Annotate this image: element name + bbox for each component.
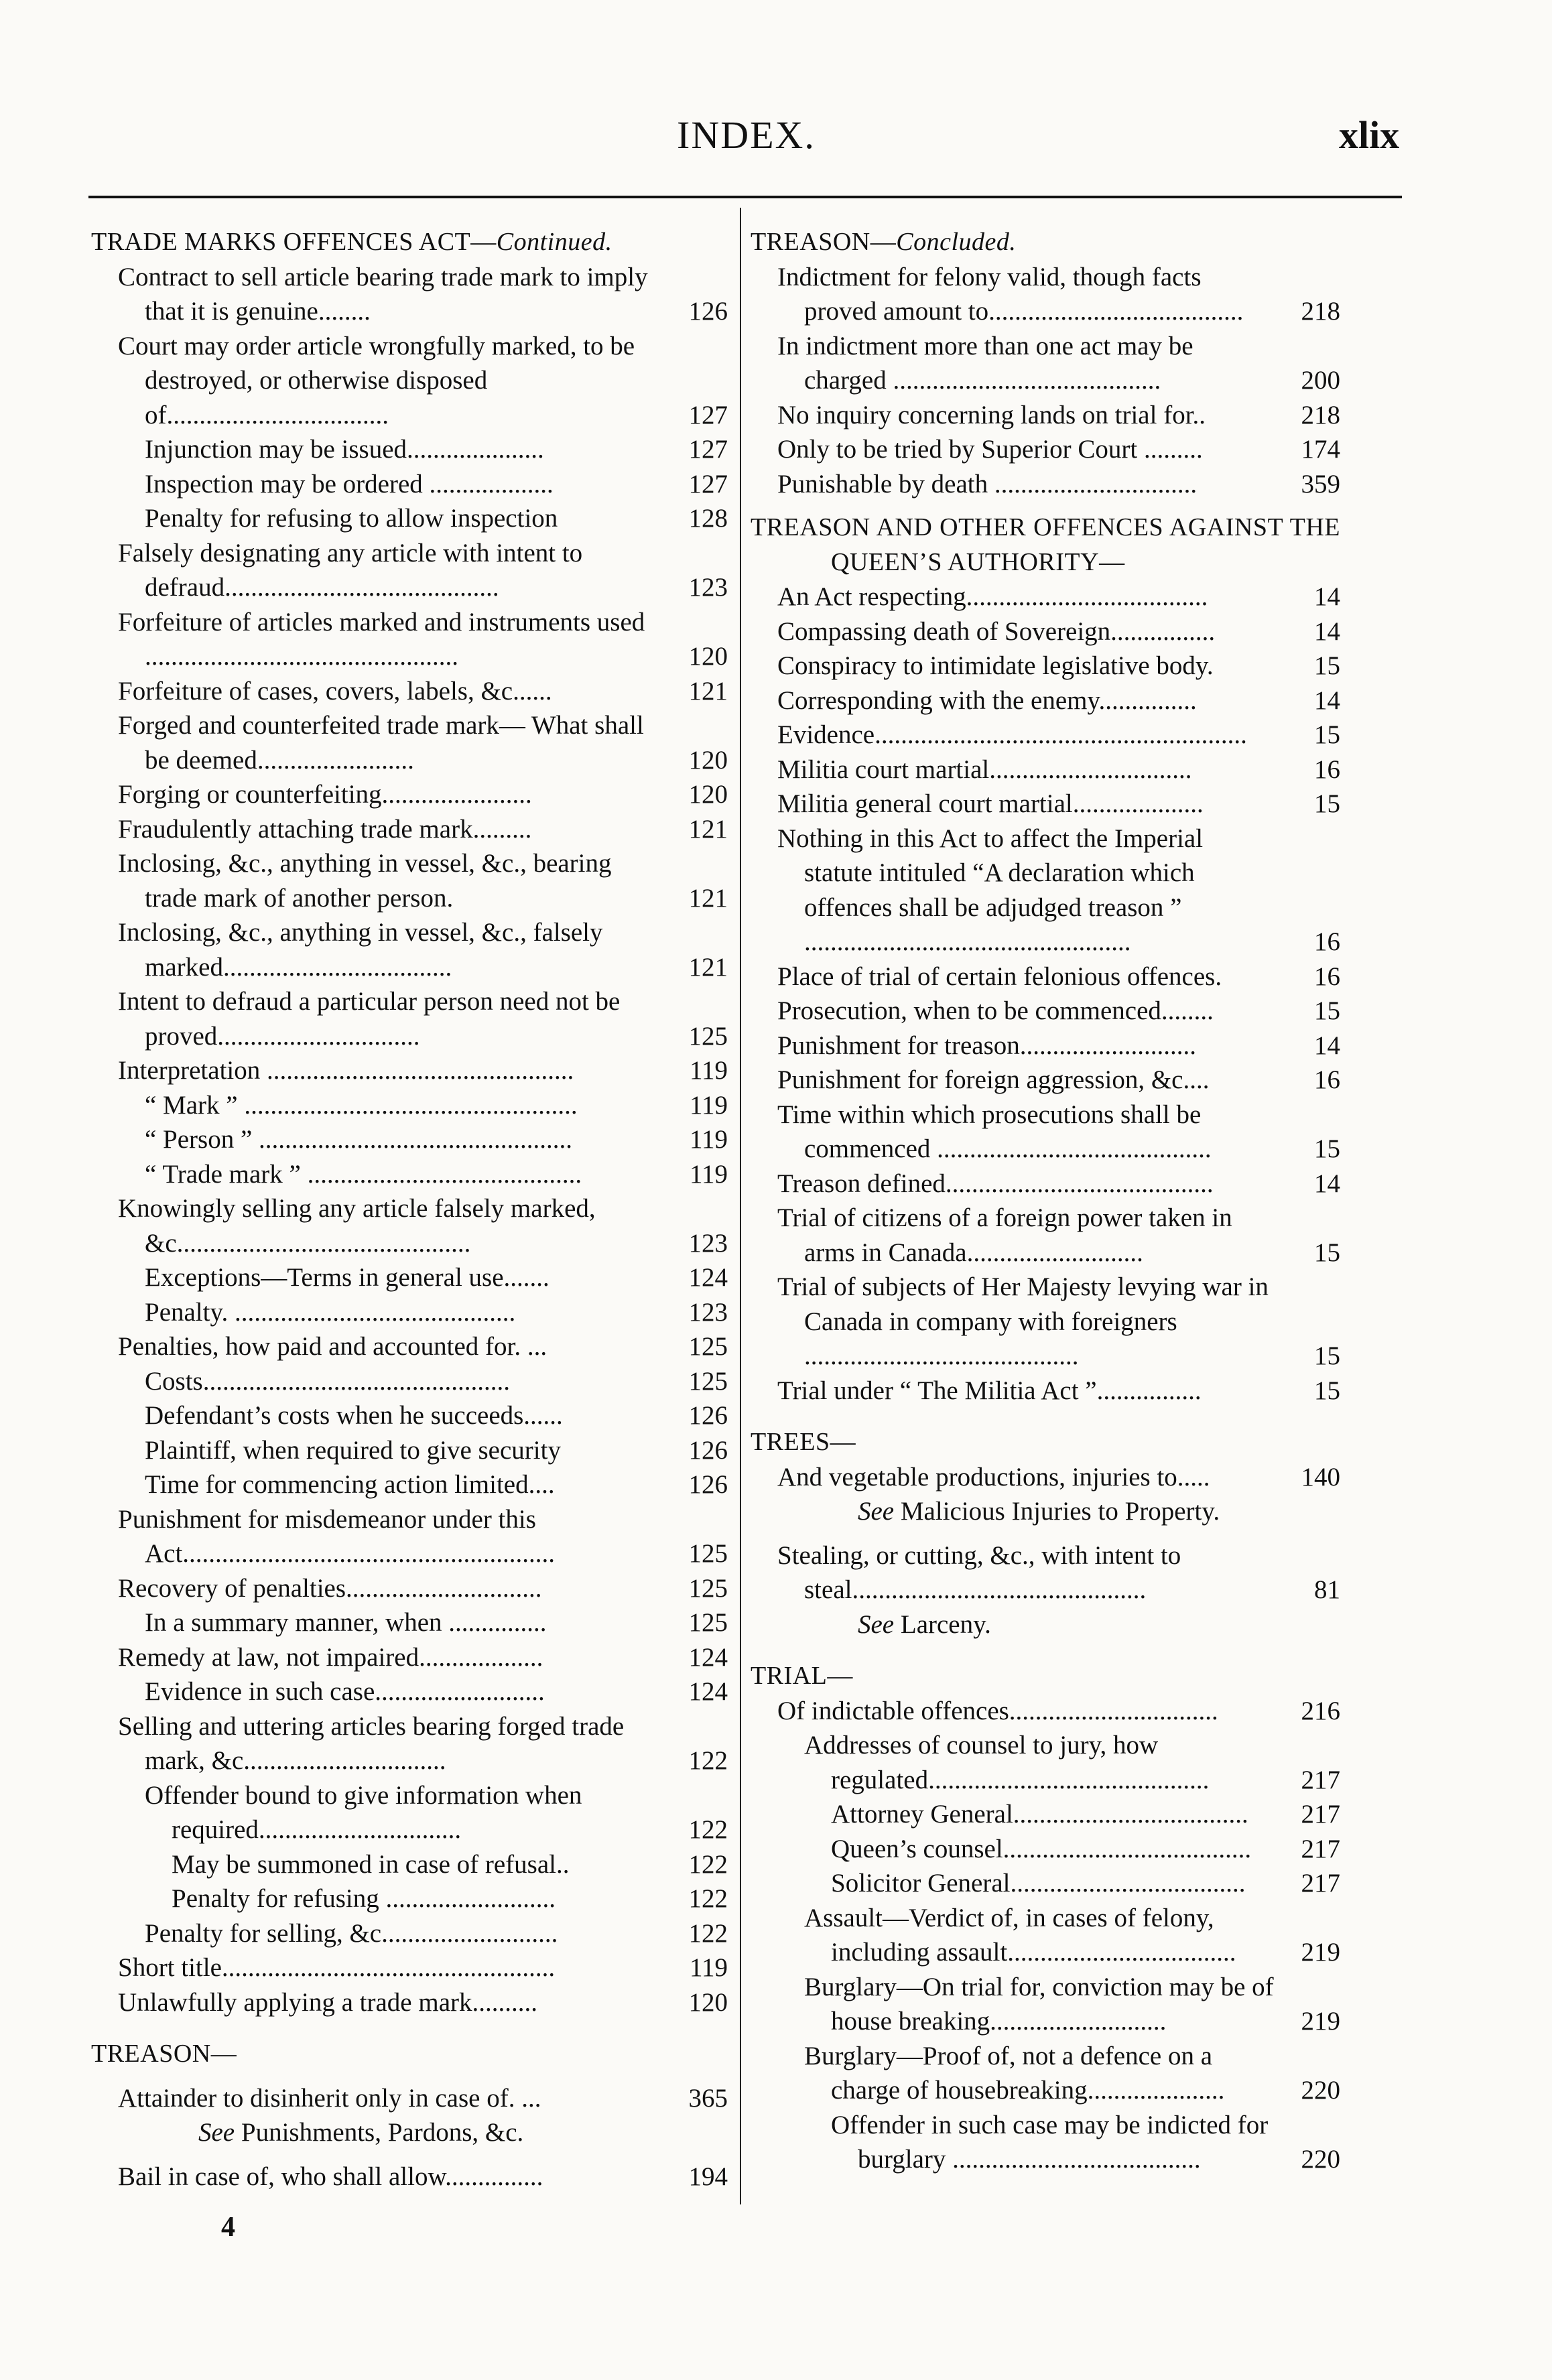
entry-text: Exceptions—Terms in general use....... bbox=[145, 1263, 549, 1292]
entry-text: Evidence......................................................... bbox=[777, 720, 1247, 749]
index-entry bbox=[751, 398, 1340, 433]
page-ref: 125 bbox=[688, 1573, 728, 1603]
page-ref: 120 bbox=[688, 642, 728, 671]
index-entry bbox=[751, 1098, 1340, 1167]
page-header bbox=[0, 113, 1552, 166]
entry-text: Knowingly selling any article falsely marked, &c............................................. bbox=[118, 1194, 596, 1258]
entry-text: “ Trade mark ” .......................................... bbox=[145, 1159, 582, 1189]
index-entry bbox=[91, 1329, 728, 1364]
page-ref: 126 bbox=[688, 1470, 728, 1499]
entry-text: Prosecution, when to be commenced........ bbox=[777, 996, 1214, 1025]
entry-text: Costs............................................... bbox=[145, 1366, 510, 1396]
page-ref: 217 bbox=[1301, 1869, 1340, 1898]
page-ref: 127 bbox=[688, 435, 728, 464]
index-entry bbox=[91, 1674, 728, 1709]
page-ref: 119 bbox=[689, 1090, 728, 1120]
entry-text: Offender in such case may be indicted for burglary ...................................... bbox=[831, 2110, 1269, 2174]
entry-text: Recovery of penalties.............................. bbox=[118, 1573, 542, 1603]
index-entry bbox=[91, 1053, 728, 1088]
trial-entries bbox=[751, 1694, 1340, 2177]
index-entry bbox=[91, 1951, 728, 1985]
index-entry bbox=[751, 752, 1340, 787]
entry-text: An Act respecting..................................... bbox=[777, 582, 1208, 611]
index-entry bbox=[91, 329, 728, 433]
index-entry bbox=[91, 1433, 728, 1468]
page-ref: 365 bbox=[688, 2083, 728, 2113]
entry-text: Indictment for felony valid, though facts proved amount to....................................... bbox=[777, 262, 1244, 326]
page-ref: 125 bbox=[688, 1021, 728, 1051]
index-entry: Attainder to disinherit only in case of. ... 365 bbox=[91, 2081, 728, 2116]
entry-text: Punishment for foreign aggression, &c.... bbox=[777, 1065, 1210, 1094]
index-entry bbox=[751, 1201, 1340, 1270]
index-entry bbox=[91, 260, 728, 329]
page-ref: 127 bbox=[688, 400, 728, 429]
entry-text: Treason defined......................................... bbox=[777, 1169, 1214, 1198]
entry-text: Fraudulently attaching trade mark......... bbox=[118, 814, 532, 844]
page-ref: 119 bbox=[689, 1125, 728, 1154]
index-entry bbox=[751, 821, 1340, 960]
page-ref: 124 bbox=[688, 1642, 728, 1672]
entry-text: Militia court martial............................... bbox=[777, 754, 1192, 784]
page-ref: 119 bbox=[689, 1056, 728, 1085]
page-ref: 119 bbox=[689, 1159, 728, 1189]
page-ref: 123 bbox=[688, 1228, 728, 1258]
index-entry bbox=[91, 501, 728, 536]
entry-text: Defendant’s costs when he succeeds...... bbox=[145, 1401, 563, 1430]
page-ref: 125 bbox=[688, 1366, 728, 1396]
index-entry bbox=[751, 649, 1340, 683]
page-ref: 15 bbox=[1314, 1341, 1340, 1370]
entry-text: Interpretation ............................................... bbox=[118, 1056, 574, 1085]
index-entry bbox=[91, 467, 728, 502]
entry-text: Trial of citizens of a foreign power taken in arms in Canada........................... bbox=[777, 1203, 1232, 1267]
column-divider bbox=[740, 208, 741, 2204]
entry-text: No inquiry concerning lands on trial for.. bbox=[777, 400, 1206, 429]
page-ref: 15 bbox=[1314, 996, 1340, 1025]
page-ref: 217 bbox=[1301, 1800, 1340, 1829]
index-entry bbox=[91, 1157, 728, 1192]
entry-text: Punishment for treason........................... bbox=[777, 1031, 1197, 1060]
page-ref: 14 bbox=[1314, 685, 1340, 715]
entry-text: May be summoned in case of refusal.. bbox=[172, 1849, 570, 1879]
entry-text: Contract to sell article bearing trade mark to imply that it is genuine........ bbox=[118, 262, 648, 326]
entry-text: In indictment more than one act may be charged ......................................... bbox=[777, 331, 1193, 395]
index-entry bbox=[91, 1260, 728, 1295]
entry-text: Queen’s counsel...................................... bbox=[831, 1834, 1252, 1863]
index-entry bbox=[751, 1797, 1340, 1832]
index-entry bbox=[91, 984, 728, 1053]
index-entry bbox=[91, 1295, 728, 1330]
right-column bbox=[751, 225, 1340, 2177]
page-ref: 16 bbox=[1314, 962, 1340, 991]
entry-text: Remedy at law, not impaired................... bbox=[118, 1642, 543, 1672]
index-entry bbox=[91, 1916, 728, 1951]
entry-text: Unlawfully applying a trade mark.......... bbox=[118, 1987, 537, 2017]
page-ref: 218 bbox=[1301, 400, 1340, 429]
entry-text: Addresses of counsel to jury, how regulated........................................... bbox=[804, 1731, 1210, 1794]
index-entry: And vegetable productions, injuries to..... 140 bbox=[751, 1460, 1340, 1495]
index-entry bbox=[751, 432, 1340, 467]
page-ref: 216 bbox=[1301, 1696, 1340, 1725]
page-ref: 16 bbox=[1314, 927, 1340, 956]
page-ref: 125 bbox=[688, 1332, 728, 1361]
page-ref: 14 bbox=[1314, 582, 1340, 611]
page-ref: 120 bbox=[688, 780, 728, 809]
entry-text: Time for commencing action limited.... bbox=[145, 1470, 555, 1499]
page-ref: 174 bbox=[1301, 435, 1340, 464]
entry-text: Inclosing, &c., anything in vessel, &c., bearing trade mark of another person. bbox=[118, 849, 612, 913]
entry-text: Plaintiff, when required to give security bbox=[145, 1435, 561, 1465]
entry-text: Forged and counterfeited trade mark— What shall be deemed........................ bbox=[118, 711, 644, 775]
entry-text: “ Person ” ................................................ bbox=[145, 1125, 573, 1154]
index-entry: Stealing, or cutting, &c., with intent to steal............................................. 81 bbox=[751, 1538, 1340, 1607]
index-entry bbox=[751, 787, 1340, 821]
index-entry bbox=[91, 812, 728, 847]
section-heading-trees: TREES— bbox=[751, 1428, 856, 1456]
page-ref: 200 bbox=[1301, 366, 1340, 395]
cross-reference: See Larceny. bbox=[858, 1609, 991, 1639]
entry-text: Short title................................................... bbox=[118, 1953, 556, 1982]
page-ref: 125 bbox=[688, 1539, 728, 1568]
page-ref: 359 bbox=[1301, 469, 1340, 499]
page-ref: 15 bbox=[1314, 1376, 1340, 1405]
entry-text: Militia general court martial.................... bbox=[777, 789, 1204, 818]
page-ref: 220 bbox=[1301, 2076, 1340, 2105]
page-ref: 140 bbox=[1301, 1462, 1340, 1492]
page-ref: 124 bbox=[688, 1263, 728, 1292]
page-ref: 120 bbox=[688, 745, 728, 775]
section-heading-treason-concluded: TREASON—Concluded. bbox=[751, 228, 1017, 256]
page-ref: 15 bbox=[1314, 720, 1340, 749]
index-entry bbox=[751, 1694, 1340, 1729]
page-ref: 194 bbox=[688, 2162, 728, 2191]
entry-text: Falsely designating any article with intent to defraud.......................................... bbox=[118, 538, 583, 602]
page-ref: 16 bbox=[1314, 754, 1340, 784]
index-entry bbox=[751, 994, 1340, 1029]
index-entry bbox=[91, 432, 728, 467]
index-entry bbox=[91, 777, 728, 812]
page-ref: 15 bbox=[1314, 1134, 1340, 1163]
entry-text: Selling and uttering articles bearing forged trade mark, &c............................... bbox=[118, 1711, 625, 1775]
index-entry bbox=[751, 467, 1340, 502]
index-entry bbox=[91, 915, 728, 984]
entry-text: Forging or counterfeiting....................... bbox=[118, 780, 532, 809]
index-entry bbox=[751, 1063, 1340, 1098]
entry-text: Forfeiture of articles marked and instruments used ................................................ bbox=[118, 607, 645, 671]
entry-text: Time within which prosecutions shall be commenced .......................................... bbox=[777, 1100, 1212, 1163]
entry-text: Penalty for refusing to allow inspection bbox=[145, 504, 558, 533]
index-entry bbox=[91, 1088, 728, 1123]
entry-text: Solicitor General.................................... bbox=[831, 1869, 1246, 1898]
index-entry bbox=[751, 1167, 1340, 1201]
page-ref: 220 bbox=[1301, 2145, 1340, 2174]
index-entry bbox=[751, 580, 1340, 614]
cross-reference: See Malicious Injuries to Property. bbox=[858, 1497, 1220, 1526]
page-ref: 219 bbox=[1301, 1938, 1340, 1967]
index-entry bbox=[751, 960, 1340, 994]
page-ref: 121 bbox=[688, 883, 728, 913]
page-ref: 119 bbox=[689, 1953, 728, 1982]
entry-text: Injunction may be issued..................... bbox=[145, 435, 544, 464]
signature-mark: 4 bbox=[221, 2212, 235, 2243]
entry-text: Penalties, how paid and accounted for. ... bbox=[118, 1332, 547, 1361]
index-entry bbox=[91, 1571, 728, 1606]
entry-text: Trial of subjects of Her Majesty levying war in Canada in company with foreigners .......................................... bbox=[777, 1272, 1269, 1370]
page-ref: 122 bbox=[688, 1746, 728, 1775]
index-entry bbox=[91, 846, 728, 915]
entry-text: Inclosing, &c., anything in vessel, &c., falsely marked................................... bbox=[118, 918, 603, 982]
page-ref: 219 bbox=[1301, 2007, 1340, 2036]
index-entry bbox=[751, 718, 1340, 752]
page-title: INDEX. bbox=[677, 113, 816, 157]
page-ref: 128 bbox=[688, 504, 728, 533]
index-entry: Bail in case of, who shall allow............... 194 bbox=[91, 2160, 728, 2194]
treason-entries bbox=[751, 260, 1340, 502]
page-ref: 122 bbox=[688, 1918, 728, 1948]
index-entry bbox=[91, 1985, 728, 2020]
entry-text: Place of trial of certain felonious offences. bbox=[777, 962, 1222, 991]
entry-text: In a summary manner, when ............... bbox=[145, 1608, 547, 1637]
page-ref: 14 bbox=[1314, 616, 1340, 646]
index-entry bbox=[91, 708, 728, 777]
index-entry bbox=[91, 1364, 728, 1399]
treason-other-entries bbox=[751, 580, 1340, 1408]
page-ref: 126 bbox=[688, 1435, 728, 1465]
index-entry bbox=[751, 1970, 1340, 2039]
page-ref: 122 bbox=[688, 1849, 728, 1879]
page-ref: 127 bbox=[688, 469, 728, 499]
index-entry bbox=[91, 1467, 728, 1502]
page-ref: 121 bbox=[688, 952, 728, 982]
entry-text: Corresponding with the enemy............... bbox=[777, 685, 1197, 715]
page-ref: 81 bbox=[1314, 1575, 1340, 1604]
index-entry bbox=[751, 683, 1340, 718]
page-ref: 123 bbox=[688, 1297, 728, 1327]
page-ref: 14 bbox=[1314, 1169, 1340, 1198]
section-heading-trade-marks: TRADE MARKS OFFENCES ACT—Continued. bbox=[91, 228, 612, 256]
index-entry bbox=[91, 536, 728, 605]
entry-text: Burglary—On trial for, conviction may be of house breaking........................... bbox=[804, 1972, 1274, 2036]
page-ref: 121 bbox=[688, 676, 728, 706]
page-ref: 122 bbox=[688, 1884, 728, 1913]
index-entry bbox=[91, 1709, 728, 1778]
page-ref: 16 bbox=[1314, 1065, 1340, 1094]
index-entry bbox=[91, 1778, 728, 1847]
index-entry bbox=[91, 1640, 728, 1675]
index-entry bbox=[91, 1122, 728, 1157]
index-entry bbox=[91, 1398, 728, 1433]
entry-text: Penalty. ........................................... bbox=[145, 1297, 516, 1327]
entry-text: Conspiracy to intimidate legislative body. bbox=[777, 651, 1214, 680]
entry-text: Punishable by death ............................... bbox=[777, 469, 1198, 499]
entry-text: Inspection may be ordered ................... bbox=[145, 469, 554, 499]
index-entry bbox=[751, 2108, 1340, 2177]
entry-text: Of indictable offences................................ bbox=[777, 1696, 1218, 1725]
page-ref: 125 bbox=[688, 1608, 728, 1637]
index-entry bbox=[751, 1866, 1340, 1901]
cross-reference: See Punishments, Pardons, &c. bbox=[198, 2118, 524, 2147]
index-entry bbox=[91, 674, 728, 709]
index-entry bbox=[751, 1270, 1340, 1374]
index-entry bbox=[91, 1847, 728, 1882]
index-entry bbox=[751, 1901, 1340, 1970]
trade-marks-entries bbox=[91, 260, 728, 2020]
section-heading-treason-other: TREASON AND OTHER OFFENCES AGAINST THE QUEEN’S AUTHORITY— bbox=[751, 513, 1340, 576]
left-column bbox=[91, 225, 728, 2194]
index-entry bbox=[91, 605, 728, 674]
entry-text: “ Mark ” ................................................... bbox=[145, 1090, 578, 1120]
page-ref: 124 bbox=[688, 1677, 728, 1706]
entry-text: Forfeiture of cases, covers, labels, &c...... bbox=[118, 676, 552, 706]
entry-text: Court may order article wrongfully marked, to be destroyed, or otherwise disposed of.................................. bbox=[118, 331, 635, 429]
page-ref: 217 bbox=[1301, 1834, 1340, 1863]
entry-text: Punishment for misdemeanor under this Act......................................................... bbox=[118, 1504, 556, 1568]
entry-text: Intent to defraud a particular person need not be proved............................... bbox=[118, 987, 621, 1051]
index-entry bbox=[91, 1502, 728, 1571]
index-entry bbox=[751, 2039, 1340, 2108]
entry-text: Only to be tried by Superior Court ......... bbox=[777, 435, 1203, 464]
entry-text: Burglary—Proof of, not a defence on a charge of housebreaking..................... bbox=[804, 2041, 1225, 2105]
index-entry bbox=[91, 1881, 728, 1916]
page-ref: 15 bbox=[1314, 1238, 1340, 1267]
header-rule bbox=[88, 196, 1402, 198]
page-ref: 122 bbox=[688, 1815, 728, 1844]
index-entry bbox=[751, 1832, 1340, 1867]
page-ref: 15 bbox=[1314, 651, 1340, 680]
entry-text: Assault—Verdict of, in cases of felony, including assault................................... bbox=[804, 1903, 1236, 1967]
entry-text: Evidence in such case.......................... bbox=[145, 1677, 545, 1706]
index-entry bbox=[91, 1191, 728, 1260]
page-ref: 14 bbox=[1314, 1031, 1340, 1060]
page-ref: 15 bbox=[1314, 789, 1340, 818]
entry-text: Nothing in this Act to affect the Imperial statute intituled “A declaration which offences shall be adjudged treason ” .................................................. bbox=[777, 823, 1204, 956]
index-entry bbox=[751, 614, 1340, 649]
page-ref: 218 bbox=[1301, 297, 1340, 326]
entry-text: Penalty for refusing .......................... bbox=[172, 1884, 556, 1913]
page-ref: 126 bbox=[688, 297, 728, 326]
page-ref: 120 bbox=[688, 1987, 728, 2017]
index-entry bbox=[751, 1374, 1340, 1408]
section-heading-treason: TREASON— bbox=[91, 2040, 237, 2068]
section-heading-trial: TRIAL— bbox=[751, 1662, 853, 1690]
page-number: xlix bbox=[1339, 113, 1400, 157]
entry-text: Compassing death of Sovereign................ bbox=[777, 616, 1216, 646]
index-entry bbox=[751, 1728, 1340, 1797]
index-entry bbox=[751, 329, 1340, 398]
page-ref: 126 bbox=[688, 1401, 728, 1430]
page-ref: 217 bbox=[1301, 1765, 1340, 1794]
entry-text: Attorney General.................................... bbox=[831, 1800, 1248, 1829]
page-ref: 121 bbox=[688, 814, 728, 844]
entry-text: Trial under “ The Militia Act ”................ bbox=[777, 1376, 1202, 1405]
entry-text: Penalty for selling, &c........................... bbox=[145, 1918, 558, 1948]
index-entry bbox=[751, 1029, 1340, 1063]
index-entry bbox=[91, 1605, 728, 1640]
entry-text: Offender bound to give information when required............................... bbox=[145, 1780, 582, 1844]
index-entry bbox=[751, 260, 1340, 329]
page-ref: 123 bbox=[688, 573, 728, 602]
